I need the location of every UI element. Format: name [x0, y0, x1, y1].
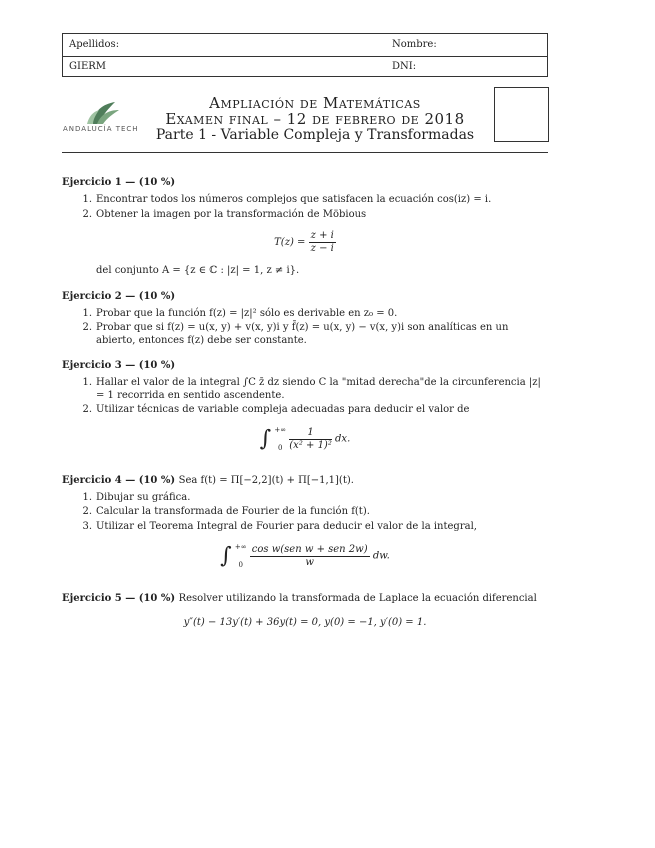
exercise-3-weight: (10 %): [138, 360, 176, 371]
integral-upper-limit: +∞: [274, 426, 287, 434]
integrand-numerator: 1: [289, 427, 332, 440]
item-text: Dibujar su gráfica.: [96, 492, 191, 503]
exercise-3-heading: [62, 359, 548, 372]
logo-caption: ANDALUCÍA TECH: [63, 125, 139, 133]
exercise-2-heading: [62, 290, 548, 303]
item-text: Encontrar todos los números complejos que satisfacen la ecuación cos(iz) = i.: [96, 194, 492, 205]
item-text: Probar que si f(z) = u(x, y) + v(x, y)i y f̄(z) = u(x, y) − v(x, y)i son analíticas en un abierto, entonces f(z) debe ser constante.: [96, 322, 509, 346]
info-row-names: [63, 34, 547, 57]
mobius-formula: [62, 230, 548, 255]
student-info-table: [62, 33, 548, 77]
integrand-fraction: [250, 544, 370, 569]
item-number: 1.: [82, 194, 92, 205]
differential-equation: y″(t) − 13y′(t) + 36y(t) = 0, y(0) = −1, y′(0) = 1.: [183, 617, 427, 628]
formula-denominator: z − i: [310, 243, 334, 254]
nombre-label: Nombre:: [392, 39, 437, 50]
conjunto-text: del conjunto A = {z ∈ ℂ : |z| = 1, z ≠ i}.: [96, 265, 300, 276]
item-number: 3.: [82, 521, 92, 532]
exercise-1: [62, 176, 548, 276]
item-text: Calcular la transformada de Fourier de la función f(t).: [96, 506, 370, 517]
exercise-5-weight: (10 %): [138, 593, 176, 604]
exercise-4-intro: Sea f(t) = Π[−2,2](t) + Π[−1,1](t).: [178, 475, 354, 486]
grado-label: GIERM: [69, 61, 107, 72]
item-text: Utilizar técnicas de variable compleja adecuadas para deducir el valor de: [96, 404, 470, 415]
header-divider: [62, 152, 548, 153]
exercise-3: [62, 359, 548, 452]
integral-lower-limit: 0: [278, 444, 283, 452]
exercise-4-title: Ejercicio 4 —: [62, 475, 136, 486]
item-text: Obtener la imagen por la transformación de Möbious: [96, 209, 367, 220]
formula-fraction: [309, 230, 336, 255]
integral-formula-3: [62, 421, 548, 457]
item-text: Hallar el valor de la integral ∫C z̄ dz siendo C la "mitad derecha"de la circunferencia |z| = 1 recorrida en sentido ascendente.: [96, 377, 541, 401]
exercise-1-title: Ejercicio 1 —: [62, 177, 136, 188]
exercise-2-weight: (10 %): [138, 291, 176, 302]
item-number: 2.: [82, 209, 92, 220]
item-number: 1.: [82, 308, 92, 319]
exercise-5-title: Ejercicio 5 —: [62, 593, 136, 604]
exercise-4-weight: (10 %): [138, 475, 176, 486]
exercise-5-intro: Resolver utilizando la transformada de Laplace la ecuación diferencial: [178, 593, 537, 604]
exam-part-title: Parte 1 - Variable Compleja y Transformadas: [155, 127, 475, 143]
dni-label: DNI:: [392, 61, 417, 72]
exercise-5-heading: [62, 592, 548, 605]
item-number: 2.: [82, 404, 92, 415]
exam-title-block: [150, 95, 480, 144]
integral-differential: dx.: [335, 433, 351, 445]
integral-limits: [274, 421, 286, 457]
exercise-1-heading: [62, 176, 548, 189]
formula-numerator: z + i: [310, 230, 334, 241]
formula-lhs: T(z) =: [274, 237, 306, 248]
item-number: 1.: [82, 492, 92, 503]
exercise-5: [62, 592, 548, 628]
apellidos-label: Apellidos:: [69, 39, 120, 50]
exercise-4: [62, 474, 548, 569]
exercise-4-heading: [62, 474, 548, 487]
item-text: Probar que la función f(z) = |z|² sólo es derivable en z₀ = 0.: [96, 308, 398, 319]
integral-formula-4: [62, 538, 548, 574]
item-text: Utilizar el Teorema Integral de Fourier para deducir el valor de la integral,: [96, 521, 477, 532]
exercise-2-title: Ejercicio 2 —: [62, 291, 136, 302]
course-title: Ampliación de Matemáticas: [209, 94, 421, 112]
integrand-denominator: (x² + 1)²: [289, 439, 332, 451]
integral-differential: dw.: [372, 550, 390, 562]
exercise-1-weight: (10 %): [138, 177, 176, 188]
item-number: 2.: [82, 506, 92, 517]
integral-limits: [235, 538, 247, 574]
integral-upper-limit: +∞: [234, 543, 247, 551]
item-number: 2.: [82, 322, 92, 333]
integral-sign: ∫: [259, 426, 272, 452]
integrand-denominator: w: [305, 556, 314, 568]
exercise-3-title: Ejercicio 3 —: [62, 360, 136, 371]
integral-sign: ∫: [220, 543, 232, 569]
integrand-fraction: [289, 427, 332, 452]
info-row-id: [63, 56, 547, 78]
grade-box: [494, 87, 549, 142]
integral-lower-limit: 0: [238, 561, 243, 569]
exercise-2: [62, 290, 548, 346]
exam-date-title: Examen final – 12 de febrero de 2018: [165, 110, 465, 128]
item-number: 1.: [82, 377, 92, 388]
integrand-numerator: cos w(sen w + sen 2w): [251, 543, 368, 555]
